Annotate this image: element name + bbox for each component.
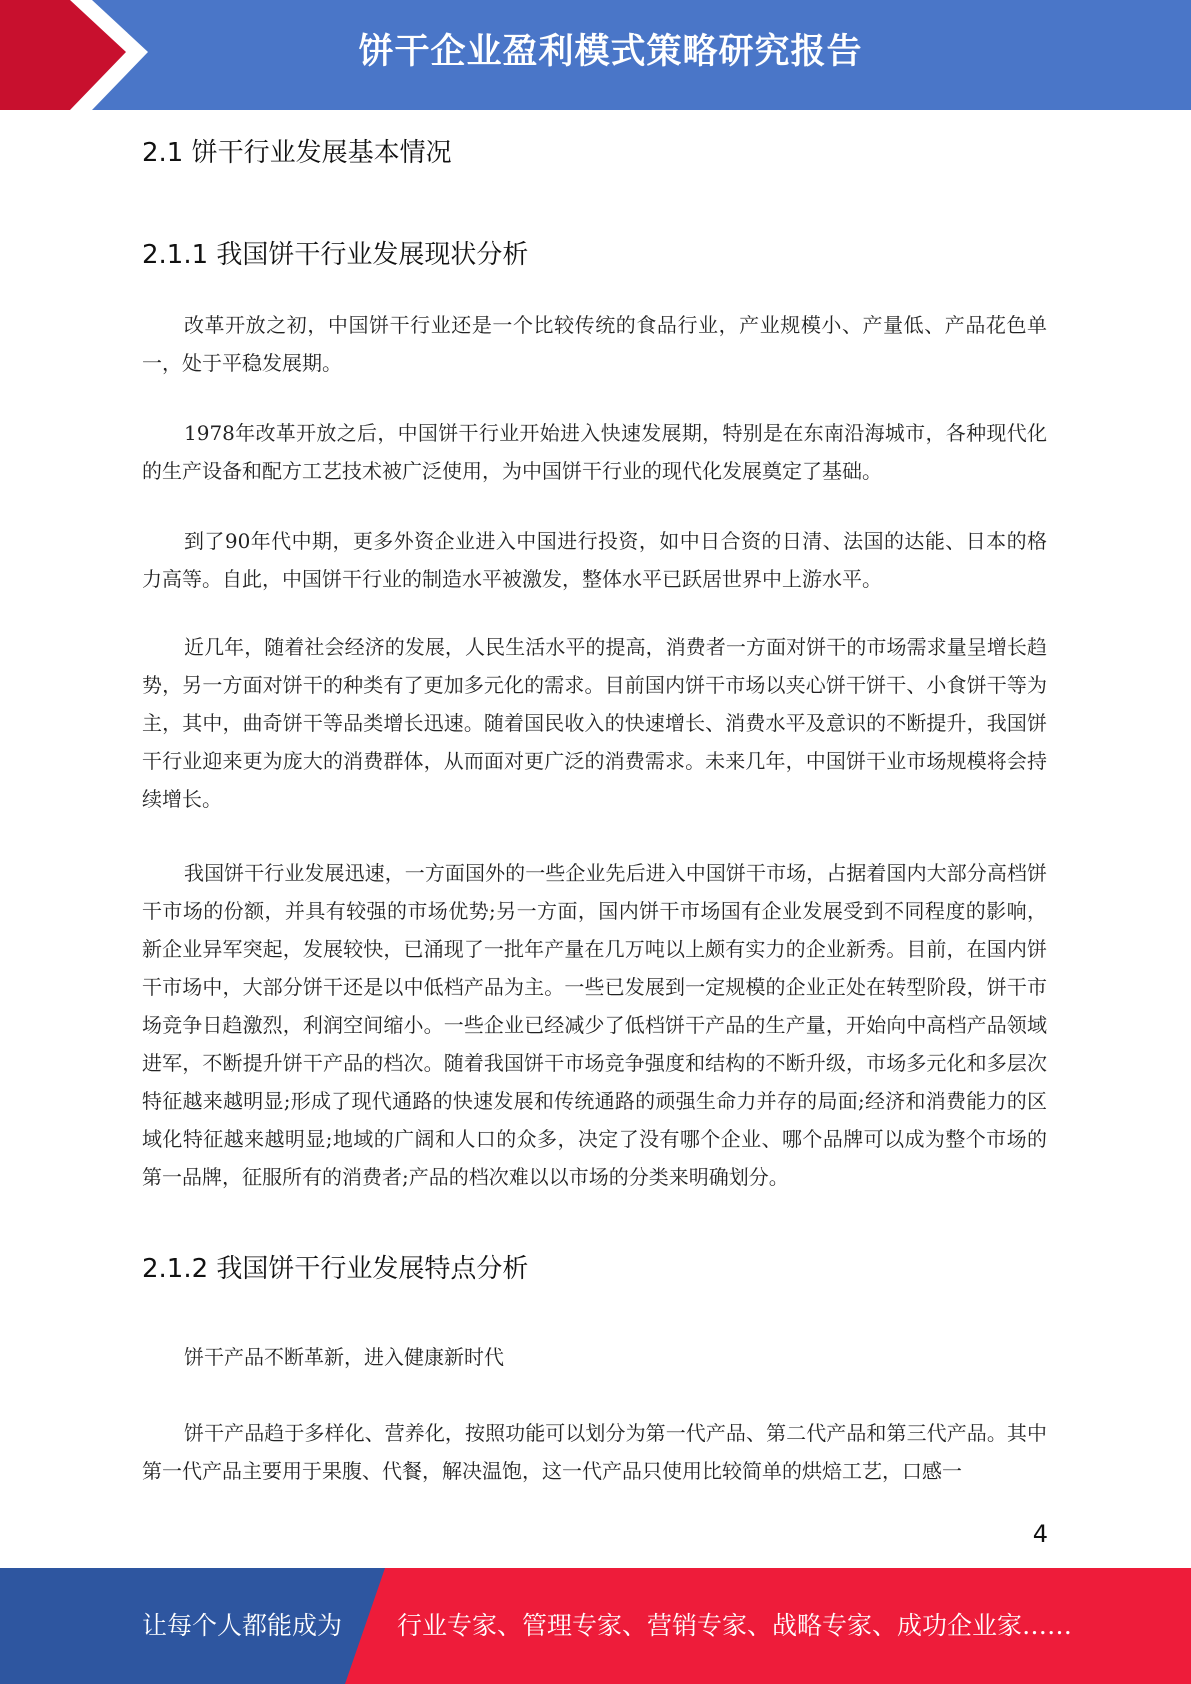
section-heading-2-1-2: 2.1.2 我国饼干行业发展特点分析 xyxy=(142,1254,529,1284)
paragraph-2: 1978年改革开放之后，中国饼干行业开始进入快速发展期，特别是在东南沿海城市，各种现代化的生产设备和配方工艺技术被广泛使用，为中国饼干行业的现代化发展奠定了基础。 xyxy=(142,421,1047,483)
paragraph-7: 饼干产品趋于多样化、营养化，按照功能可以划分为第一代产品、第二代产品和第三代产品。其中第一代产品主要用于果腹、代餐，解决温饱，这一代产品只使用比较简单的烘焙工艺，口感一 xyxy=(142,1421,1047,1483)
paragraph-3: 到了90年代中期，更多外资企业进入中国进行投资，如中日合资的日清、法国的达能、日本的格力高等。自此，中国饼干行业的制造水平被激发，整体水平已跃居世界中上游水平。 xyxy=(142,529,1047,591)
paragraph-4: 近几年，随着社会经济的发展，人民生活水平的提高，消费者一方面对饼干的市场需求量呈增长趋势，另一方面对饼干的种类有了更加多元化的需求。目前国内饼干市场以夹心饼干饼干、小食饼干等为主，其中，曲奇饼干等品类增长迅速。随着国民收入的快速增长、消费水平及意识的不断提升，我国饼干行业迎来更为庞大的消费群体，从而面对更广泛的消费需求。未来几年，中国饼干业市场规模将会持续增长。 xyxy=(142,635,1047,811)
section-heading-2-1-1: 2.1.1 我国饼干行业发展现状分析 xyxy=(142,240,529,270)
section-heading-2-1: 2.1 饼干行业发展基本情况 xyxy=(142,138,452,168)
footer-slogan-left: 让每个人都能成为 xyxy=(142,1611,343,1640)
paragraph-6: 饼干产品不断革新，进入健康新时代 xyxy=(184,1345,504,1369)
report-footer xyxy=(0,1568,1191,1684)
paragraph-1: 改革开放之初，中国饼干行业还是一个比较传统的食品行业，产业规模小、产量低、产品花色单一，处于平稳发展期。 xyxy=(142,313,1047,375)
report-title: 饼干企业盈利模式策略研究报告 xyxy=(358,32,863,72)
paragraph-5: 我国饼干行业发展迅速，一方面国外的一些企业先后进入中国饼干市场，占据着国内大部分高档饼干市场的份额，并具有较强的市场优势;另一方面，国内饼干市场国有企业发展受到不同程度的影响，新企业异军突起，发展较快，已涌现了一批年产量在几万吨以上颇有实力的企业新秀。目前，在国内饼干市场中，大部分饼干还是以中低档产品为主。一些已发展到一定规模的企业正处在转型阶段，饼干市场竞争日趋激烈，利润空间缩小。一些企业已经减少了低档饼干产品的生产量，开始向中高档产品领域进军，不断提升饼干产品的档次。随着我国饼干市场竞争强度和结构的不断升级，市场多元化和多层次特征越来越明显;形成了现代通路的快速发展和传统通路的顽强生命力并存的局面;经济和消费能力的区域化特征越来越明显;地域的广阔和人口的众多，决定了没有哪个企业、哪个品牌可以成为整个市场的第一品牌，征服所有的消费者;产品的档次难以以市场的分类来明确划分。 xyxy=(142,861,1047,1189)
footer-slogan-right: 行业专家、管理专家、营销专家、战略专家、成功企业家…… xyxy=(397,1611,1073,1640)
report-header xyxy=(0,0,1191,110)
page-number: 4 xyxy=(1032,1520,1048,1548)
